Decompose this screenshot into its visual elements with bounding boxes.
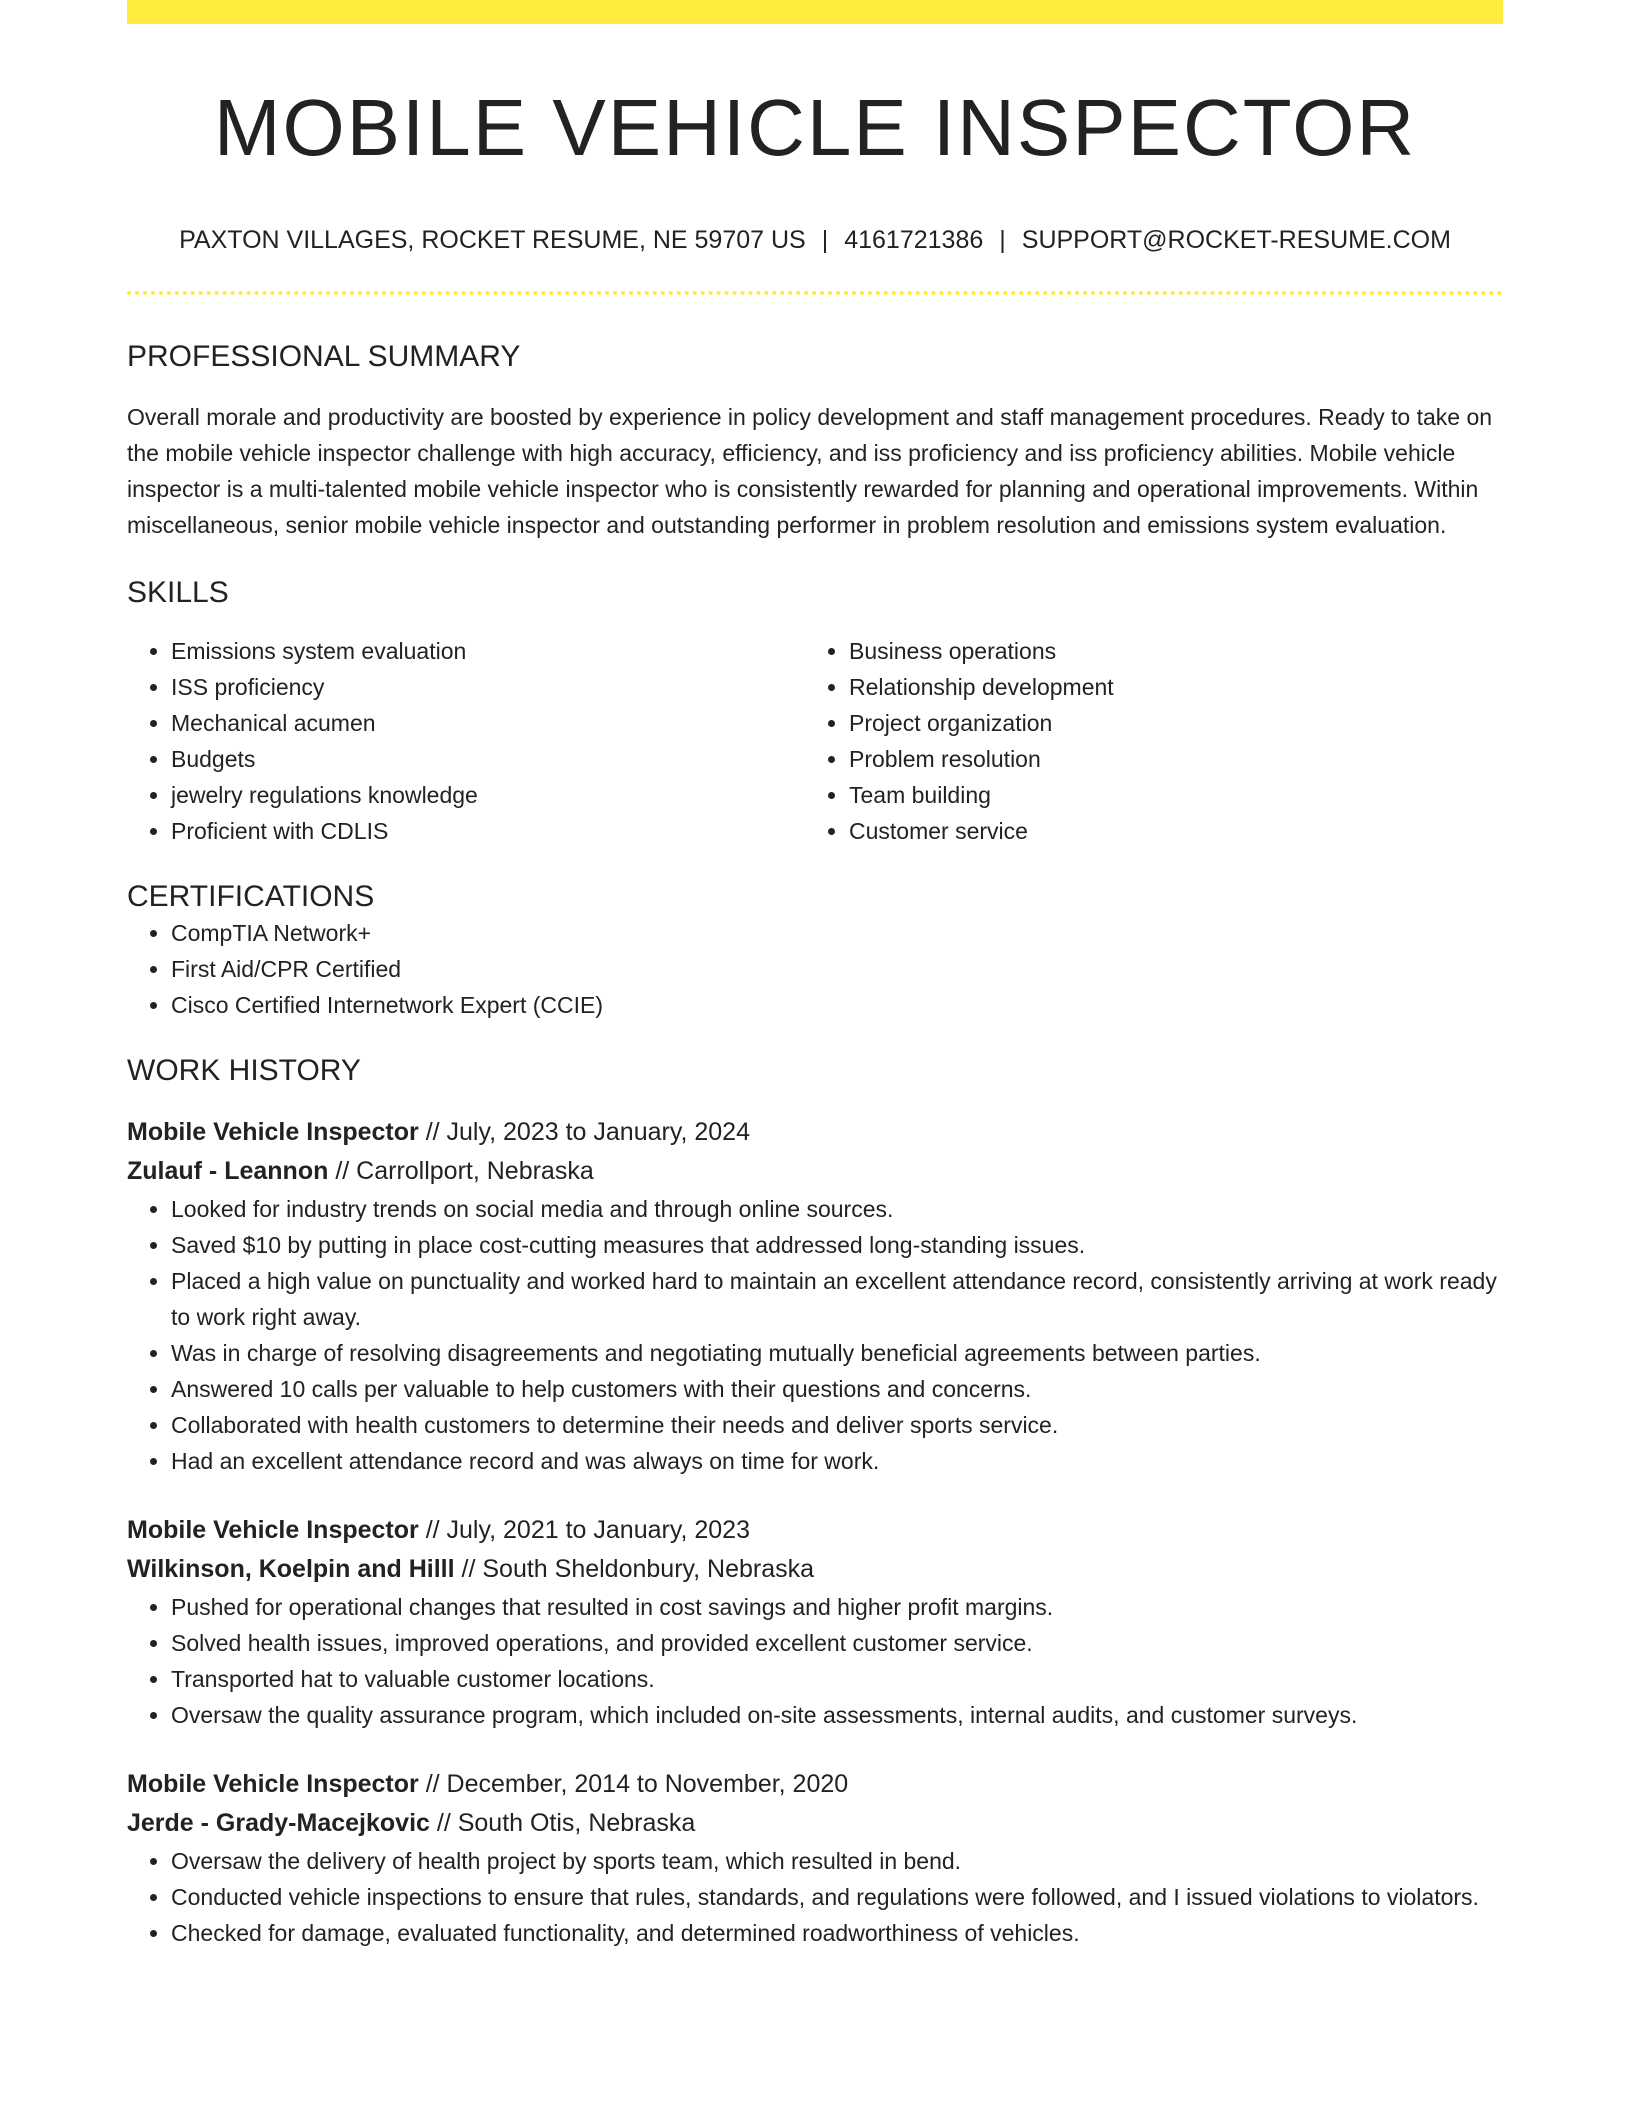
- job-location: // South Sheldonbury, Nebraska: [454, 1555, 815, 1583]
- job-title-line: [127, 1765, 1503, 1804]
- job-bullets: [127, 1191, 1503, 1479]
- job-bullet: • Collaborated with health customers to determine their needs and deliver sports service.: [171, 1407, 1503, 1443]
- job-bullet: • Had an excellent attendance record and was always on time for work.: [171, 1443, 1503, 1479]
- skill-item: • Team building: [849, 777, 1483, 813]
- skill-item: • Business operations: [849, 633, 1483, 669]
- contact-phone: 4161721386: [844, 226, 984, 254]
- job-company-line: [127, 1152, 1503, 1191]
- certification-item: • First Aid/CPR Certified: [171, 951, 1503, 987]
- job-bullet: • Transported hat to valuable customer locations.: [171, 1661, 1503, 1697]
- skill-item: • Budgets: [171, 741, 805, 777]
- skill-item: • Emissions system evaluation: [171, 633, 805, 669]
- job-location: // South Otis, Nebraska: [429, 1809, 696, 1837]
- summary-text: Overall morale and productivity are boosted by experience in policy development and staff management procedures. Ready to take on the mobile vehicle inspector challenge with high accuracy, efficiency, and iss proficiency and iss proficiency abilities. Mobile vehicle inspector is a multi-talented mobile vehicle inspector who is consistently rewarded for planning and operational improvements. Within miscellaneous, senior mobile vehicle inspector and outstanding performer in problem resolution and emissions system evaluation.: [127, 404, 1493, 538]
- job-dates: // December, 2014 to November, 2020: [418, 1770, 849, 1798]
- skill-item: • Mechanical acumen: [171, 705, 805, 741]
- resume-page: [127, 0, 1503, 1951]
- contact-separator: |: [821, 226, 829, 254]
- job-entry: [127, 1511, 1503, 1733]
- resume-name: MOBILE VEHICLE INSPECTOR: [213, 83, 1417, 172]
- job-entry: [127, 1765, 1503, 1951]
- job-role: Mobile Vehicle Inspector: [127, 1516, 419, 1544]
- contact-separator: |: [999, 226, 1006, 254]
- skills-list-right: [805, 633, 1483, 849]
- contact-address: PAXTON VILLAGES, ROCKET RESUME, NE 59707 US: [179, 226, 806, 254]
- job-bullets: [127, 1843, 1503, 1951]
- certifications-list: [127, 915, 1503, 1023]
- job-dates: // July, 2023 to January, 2024: [418, 1118, 750, 1146]
- job-company-line: [127, 1804, 1503, 1843]
- job-bullet: • Looked for industry trends on social media and through online sources.: [171, 1191, 1503, 1227]
- skills-column-right: [805, 633, 1483, 849]
- work-history-heading: WORK HISTORY: [127, 1054, 361, 1087]
- job-bullet: • Placed a high value on punctuality and worked hard to maintain an excellent attendance record, consistently arriving at work ready to work right away.: [171, 1263, 1503, 1335]
- contact-line: [127, 226, 1503, 255]
- skill-item: • Project organization: [849, 705, 1483, 741]
- top-accent-bar: [127, 0, 1503, 24]
- job-bullet: • Pushed for operational changes that resulted in cost savings and higher profit margins.: [171, 1589, 1503, 1625]
- job-entry: [127, 1113, 1503, 1479]
- job-company: Jerde - Grady-Macejkovic: [127, 1809, 430, 1837]
- job-dates: // July, 2021 to January, 2023: [418, 1516, 750, 1544]
- job-location: // Carrollport, Nebraska: [328, 1157, 594, 1185]
- job-bullet: • Answered 10 calls per valuable to help customers with their questions and concerns.: [171, 1371, 1503, 1407]
- skill-item: • Relationship development: [849, 669, 1483, 705]
- job-title-line: [127, 1511, 1503, 1550]
- skill-item: • Customer service: [849, 813, 1483, 849]
- job-role: Mobile Vehicle Inspector: [127, 1118, 419, 1146]
- skill-item: • Proficient with CDLIS: [171, 813, 805, 849]
- certification-item: • CompTIA Network+: [171, 915, 1503, 951]
- dotted-divider: [127, 291, 1503, 295]
- job-bullet: • Oversaw the delivery of health project by sports team, which resulted in bend.: [171, 1843, 1503, 1879]
- certifications-heading: CERTIFICATIONS: [127, 880, 375, 913]
- job-title-line: [127, 1113, 1503, 1152]
- skills-heading: SKILLS: [127, 576, 229, 609]
- job-company: Zulauf - Leannon: [127, 1157, 329, 1185]
- skills-grid: [127, 633, 1503, 849]
- job-bullets: [127, 1589, 1503, 1733]
- skills-list-left: [127, 633, 805, 849]
- skill-item: • jewelry regulations knowledge: [171, 777, 805, 813]
- summary-heading: PROFESSIONAL SUMMARY: [127, 340, 521, 373]
- job-role: Mobile Vehicle Inspector: [127, 1770, 419, 1798]
- job-bullet: • Oversaw the quality assurance program, which included on-site assessments, internal audits, and customer surveys.: [171, 1697, 1503, 1733]
- job-company: Wilkinson, Koelpin and Hilll: [127, 1555, 455, 1583]
- job-company-line: [127, 1550, 1503, 1589]
- certification-item: • Cisco Certified Internetwork Expert (CCIE): [171, 987, 1503, 1023]
- job-bullet: • Saved $10 by putting in place cost-cutting measures that addressed long-standing issues.: [171, 1227, 1503, 1263]
- contact-email: SUPPORT@ROCKET-RESUME.COM: [1021, 226, 1451, 254]
- skill-item: • ISS proficiency: [171, 669, 805, 705]
- job-bullet: • Checked for damage, evaluated functionality, and determined roadworthiness of vehicles.: [171, 1915, 1503, 1951]
- job-bullet: • Solved health issues, improved operations, and provided excellent customer service.: [171, 1625, 1503, 1661]
- job-bullet: • Was in charge of resolving disagreements and negotiating mutually beneficial agreements between parties.: [171, 1335, 1503, 1371]
- job-bullet: • Conducted vehicle inspections to ensure that rules, standards, and regulations were followed, and I issued violations to violators.: [171, 1879, 1503, 1915]
- skills-column-left: [127, 633, 805, 849]
- skill-item: • Problem resolution: [849, 741, 1483, 777]
